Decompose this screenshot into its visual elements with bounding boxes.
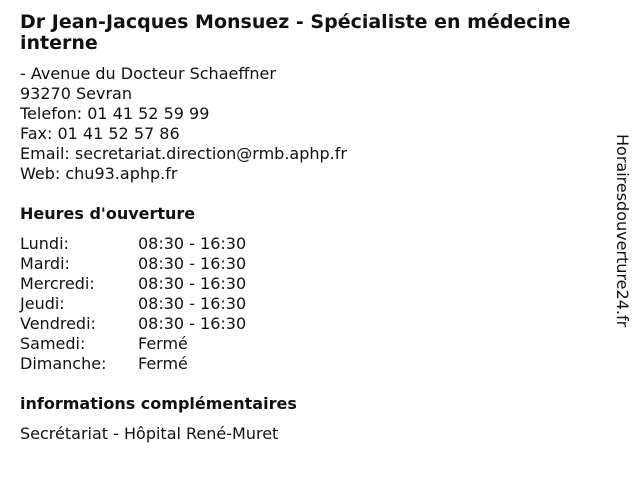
website: Web: chu93.aphp.fr <box>20 164 178 183</box>
time-value: 08:30 - 16:30 <box>138 314 247 333</box>
day-label: Jeudi: <box>20 294 65 313</box>
hours-row-friday <box>20 314 246 334</box>
additional-info-text: Secrétariat - Hôpital René-Muret <box>20 424 279 443</box>
hours-row-tuesday <box>20 254 246 274</box>
opening-hours-heading: Heures d'ouverture <box>20 204 196 223</box>
hours-row-monday <box>20 234 246 254</box>
phone-number: Telefon: 01 41 52 59 99 <box>20 104 210 123</box>
additional-info-heading: informations complémentaires <box>20 394 297 413</box>
day-label: Lundi: <box>20 234 69 253</box>
time-value: 08:30 - 16:30 <box>138 234 247 253</box>
day-label: Dimanche: <box>20 354 107 373</box>
street-address: - Avenue du Docteur Schaeffner <box>20 64 276 83</box>
opening-hours-table <box>20 234 246 374</box>
time-value: 08:30 - 16:30 <box>138 294 247 313</box>
day-label: Samedi: <box>20 334 86 353</box>
hours-row-saturday <box>20 334 246 354</box>
time-value: 08:30 - 16:30 <box>138 274 247 293</box>
day-label: Mardi: <box>20 254 70 273</box>
contact-details <box>20 64 347 184</box>
site-watermark: Horairesdouverture24.fr <box>613 134 632 328</box>
day-label: Vendredi: <box>20 314 96 333</box>
hours-row-sunday <box>20 354 246 374</box>
page-title: Dr Jean-Jacques Monsuez - Spécialiste en médecine interne <box>20 11 571 54</box>
day-label: Mercredi: <box>20 274 95 293</box>
time-value: 08:30 - 16:30 <box>138 254 247 273</box>
time-value: Fermé <box>138 334 188 353</box>
hours-row-wednesday <box>20 274 246 294</box>
email-address: Email: secretariat.direction@rmb.aphp.fr <box>20 144 347 163</box>
fax-number: Fax: 01 41 52 57 86 <box>20 124 180 143</box>
time-value: Fermé <box>138 354 188 373</box>
city-postcode: 93270 Sevran <box>20 84 132 103</box>
hours-row-thursday <box>20 294 246 314</box>
